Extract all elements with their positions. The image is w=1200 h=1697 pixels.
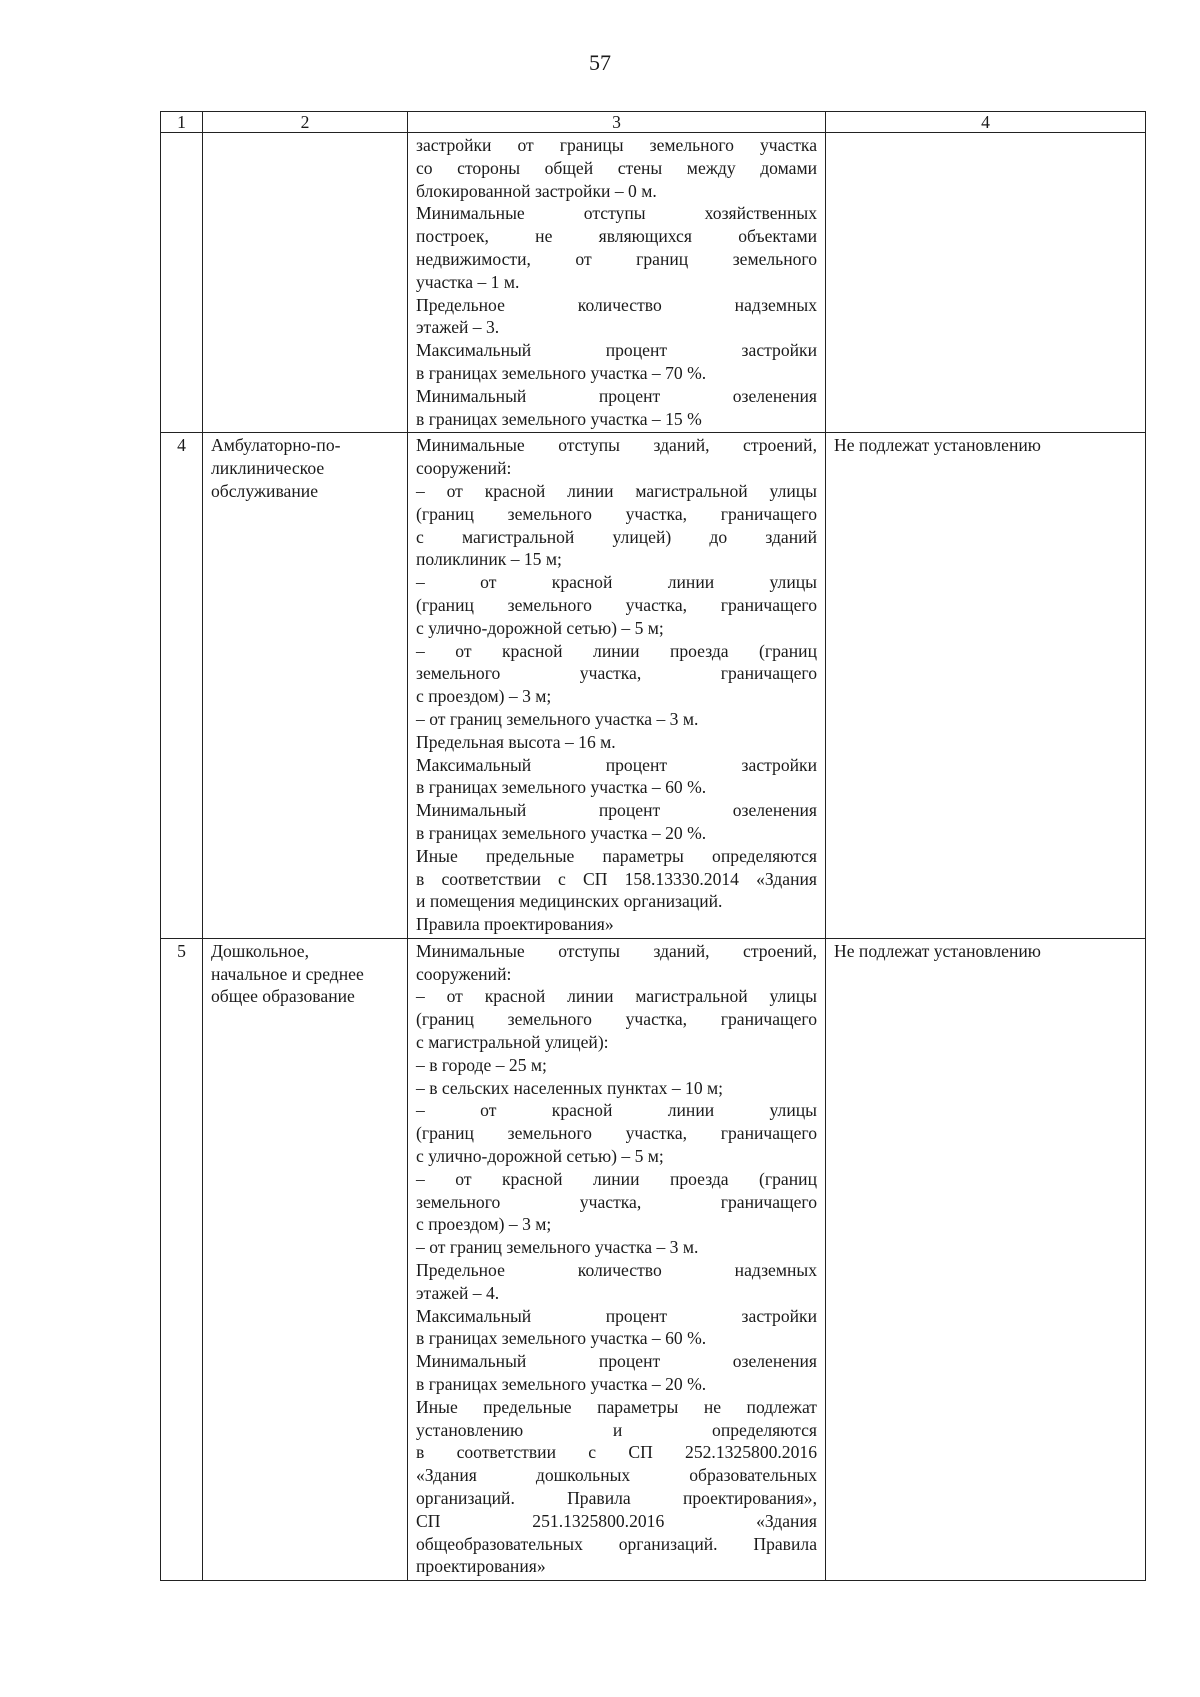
header-cell-2: 2 <box>203 112 408 133</box>
row-number-cell: 4 <box>161 433 203 939</box>
parameter-line: СП 251.1325800.2016 «Здания <box>416 1510 817 1531</box>
parameter-line: – от красной линии магистральной улицы <box>416 480 817 501</box>
parameter-line: в границах земельного участка – 60 %. <box>416 777 707 798</box>
parameter-line: в границах земельного участка – 20 %. <box>416 1374 707 1395</box>
parameter-line: – от красной линии магистральной улицы <box>416 986 817 1007</box>
parameter-line: в границах земельного участка – 15 % <box>416 408 702 429</box>
row-number-cell: 5 <box>161 938 203 1580</box>
parameter-line: Минимальные отступы зданий, строений, <box>416 435 817 456</box>
parameter-line: в соответствии с СП 158.13330.2014 «Здания <box>416 868 817 889</box>
parameter-line: – от границ земельного участка – 3 м. <box>416 708 699 729</box>
parameter-line: участка – 1 м. <box>416 271 520 292</box>
note-cell: Не подлежат установлению <box>826 433 1146 939</box>
parameter-line: этажей – 4. <box>416 1282 500 1303</box>
parameter-line: сооружений: <box>416 458 512 479</box>
parameters-cell <box>408 133 826 433</box>
parameter-line: сооружений: <box>416 963 512 984</box>
use-type-cell: Амбулаторно-по- ликлиническое обслуживание <box>203 433 408 939</box>
header-cell-4: 4 <box>826 112 1146 133</box>
parameter-line: (границ земельного участка, граничащего <box>416 1009 817 1030</box>
parameter-line: «Здания дошкольных образовательных <box>416 1465 817 1486</box>
parameter-line: – от красной линии проезда (границ <box>416 1168 817 1189</box>
parameter-line: с магистральной улицей): <box>416 1032 609 1053</box>
parameter-line: Правила проектирования» <box>416 914 614 935</box>
parameter-line: Минимальный процент озеленения <box>416 385 817 406</box>
parameter-line: Предельное количество надземных <box>416 294 817 315</box>
parameter-line: – от красной линии улицы <box>416 1100 817 1121</box>
parameter-line: земельного участка, граничащего <box>416 1191 817 1212</box>
parameter-line: – от красной линии проезда (границ <box>416 640 817 661</box>
regulations-table <box>160 111 1146 1581</box>
parameter-line: в границах земельного участка – 60 %. <box>416 1328 707 1349</box>
parameter-line: (границ земельного участка, граничащего <box>416 594 817 615</box>
parameter-line: Иные предельные параметры не подлежат <box>416 1396 817 1417</box>
note-cell: Не подлежат установлению <box>826 938 1146 1580</box>
parameter-line: Максимальный процент застройки <box>416 754 817 775</box>
parameter-line: Минимальные отступы зданий, строений, <box>416 940 817 961</box>
parameter-line: этажей – 3. <box>416 317 500 338</box>
parameter-line: Предельное количество надземных <box>416 1260 817 1281</box>
parameter-line: установлению и определяются <box>416 1419 817 1440</box>
parameter-line: недвижимости, от границ земельного <box>416 248 817 269</box>
parameter-line: проектирования» <box>416 1556 546 1577</box>
parameter-line: с магистральной улицей) до зданий <box>416 526 817 547</box>
table-row <box>161 938 1146 1580</box>
parameter-line: Минимальный процент озеленения <box>416 800 817 821</box>
parameter-line: (границ земельного участка, граничащего <box>416 1123 817 1144</box>
parameter-line: застройки от границы земельного участка <box>416 135 817 155</box>
parameters-cell <box>408 433 826 939</box>
parameter-line: в границах земельного участка – 20 %. <box>416 822 707 843</box>
parameter-line: блокированной застройки – 0 м. <box>416 180 657 201</box>
parameter-line: в соответствии с СП 252.1325800.2016 <box>416 1442 817 1463</box>
parameter-line: (границ земельного участка, граничащего <box>416 503 817 524</box>
parameter-line: с улично-дорожной сетью) – 5 м; <box>416 1146 664 1167</box>
parameter-line: с улично-дорожной сетью) – 5 м; <box>416 617 664 638</box>
note-cell <box>826 133 1146 433</box>
parameter-line: Предельная высота – 16 м. <box>416 731 616 752</box>
table-row <box>161 433 1146 939</box>
row-number-cell <box>161 133 203 433</box>
page-number: 57 <box>589 50 611 75</box>
parameter-line: земельного участка, граничащего <box>416 663 817 684</box>
table-header-row <box>161 112 1146 133</box>
parameter-line: организаций. Правила проектирования», <box>416 1488 817 1509</box>
parameter-line: Минимальные отступы хозяйственных <box>416 203 817 224</box>
table-row <box>161 133 1146 433</box>
parameter-line: с проездом) – 3 м; <box>416 686 552 707</box>
parameters-cell <box>408 938 826 1580</box>
parameter-line: – в городе – 25 м; <box>416 1054 547 1075</box>
parameter-line: с проездом) – 3 м; <box>416 1214 552 1235</box>
parameter-line: Максимальный процент застройки <box>416 340 817 361</box>
parameter-line: построек, не являющихся объектами <box>416 226 817 247</box>
parameter-line: общеобразовательных организаций. Правила <box>416 1533 817 1554</box>
header-cell-3: 3 <box>408 112 826 133</box>
parameter-line: – в сельских населенных пунктах – 10 м; <box>416 1077 724 1098</box>
parameter-line: Максимальный процент застройки <box>416 1305 817 1326</box>
parameter-line: – от красной линии улицы <box>416 572 817 593</box>
use-type-cell: Дошкольное, начальное и среднее общее образование <box>203 938 408 1580</box>
parameter-line: со стороны общей стены между домами <box>416 157 817 178</box>
parameter-line: в границах земельного участка – 70 %. <box>416 362 707 383</box>
parameter-line: поликлиник – 15 м; <box>416 549 562 570</box>
use-type-cell <box>203 133 408 433</box>
parameter-line: Минимальный процент озеленения <box>416 1351 817 1372</box>
parameter-line: – от границ земельного участка – 3 м. <box>416 1237 699 1258</box>
header-cell-1: 1 <box>161 112 203 133</box>
parameter-line: и помещения медицинских организаций. <box>416 891 723 912</box>
parameter-line: Иные предельные параметры определяются <box>416 845 817 866</box>
